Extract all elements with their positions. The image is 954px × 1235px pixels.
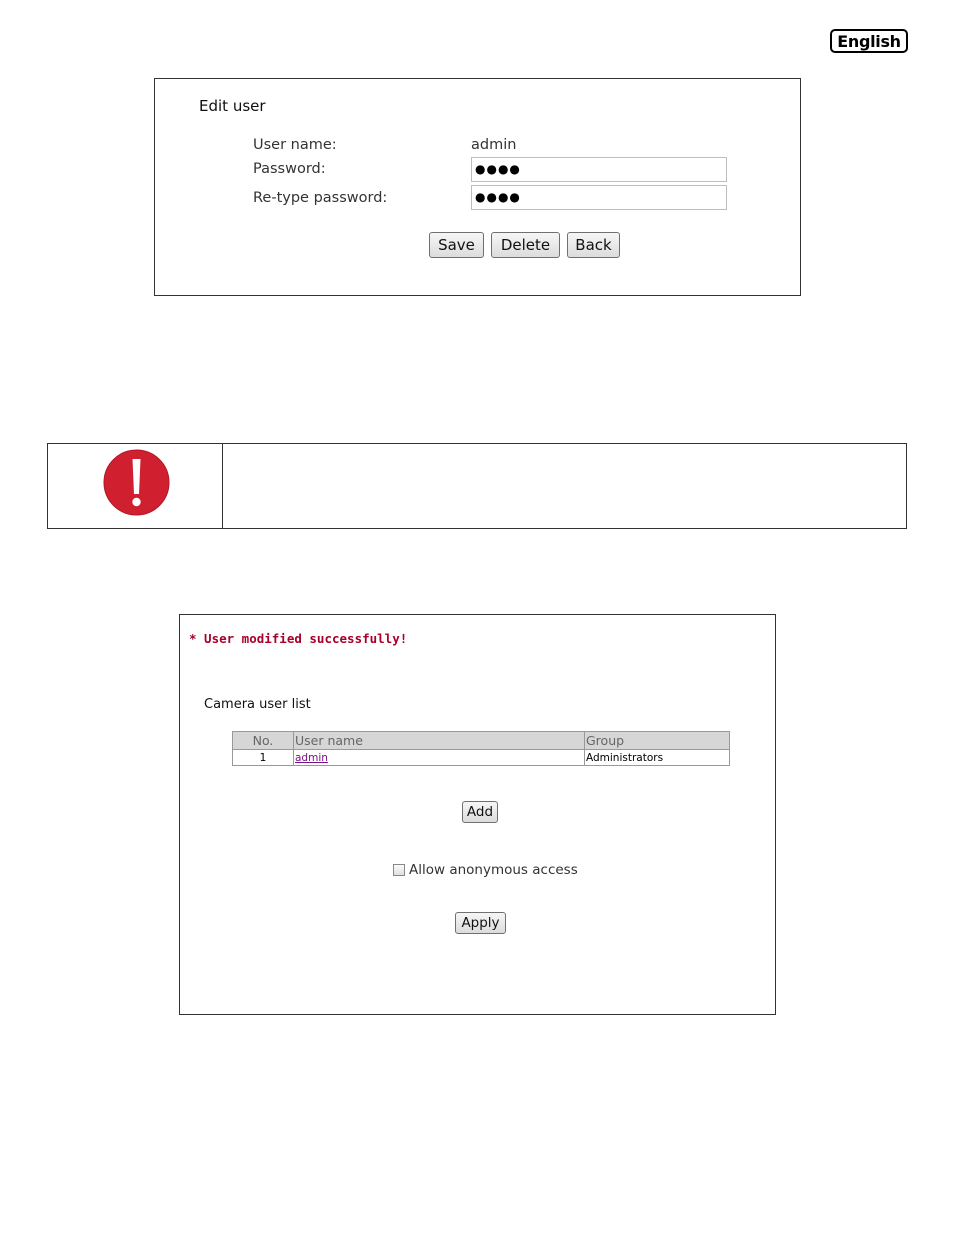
add-button[interactable]: Add (462, 801, 498, 823)
table-row (233, 750, 730, 766)
edit-user-title: Edit user (199, 97, 266, 115)
user-name-label: User name: (253, 137, 337, 153)
language-badge: English (830, 29, 908, 53)
user-link-admin[interactable]: admin (295, 751, 328, 764)
user-list-title: Camera user list (204, 697, 311, 712)
exclamation-icon (103, 449, 170, 516)
retype-password-label: Re-type password: (253, 190, 388, 206)
password-input[interactable]: ●●●● (471, 157, 727, 182)
row-no: 1 (233, 750, 294, 766)
anonymous-access-checkbox[interactable] (393, 864, 405, 876)
notice-box (47, 443, 907, 529)
success-message: * User modified successfully! (189, 631, 408, 646)
column-header-group: Group (585, 732, 730, 750)
row-user-name (294, 750, 585, 766)
apply-button[interactable]: Apply (455, 912, 506, 934)
retype-password-input[interactable]: ●●●● (471, 185, 727, 210)
delete-button[interactable]: Delete (491, 232, 560, 258)
back-button[interactable]: Back (567, 232, 620, 258)
column-header-user-name: User name (294, 732, 585, 750)
notice-divider (222, 444, 223, 528)
user-name-value: admin (471, 137, 517, 153)
password-label: Password: (253, 161, 326, 177)
anonymous-access-label: Allow anonymous access (409, 862, 578, 878)
column-header-no: No. (233, 732, 294, 750)
row-group: Administrators (585, 750, 730, 766)
edit-user-panel (154, 78, 801, 296)
camera-user-list-panel (179, 614, 776, 1015)
save-button[interactable]: Save (429, 232, 484, 258)
user-table (232, 731, 730, 766)
